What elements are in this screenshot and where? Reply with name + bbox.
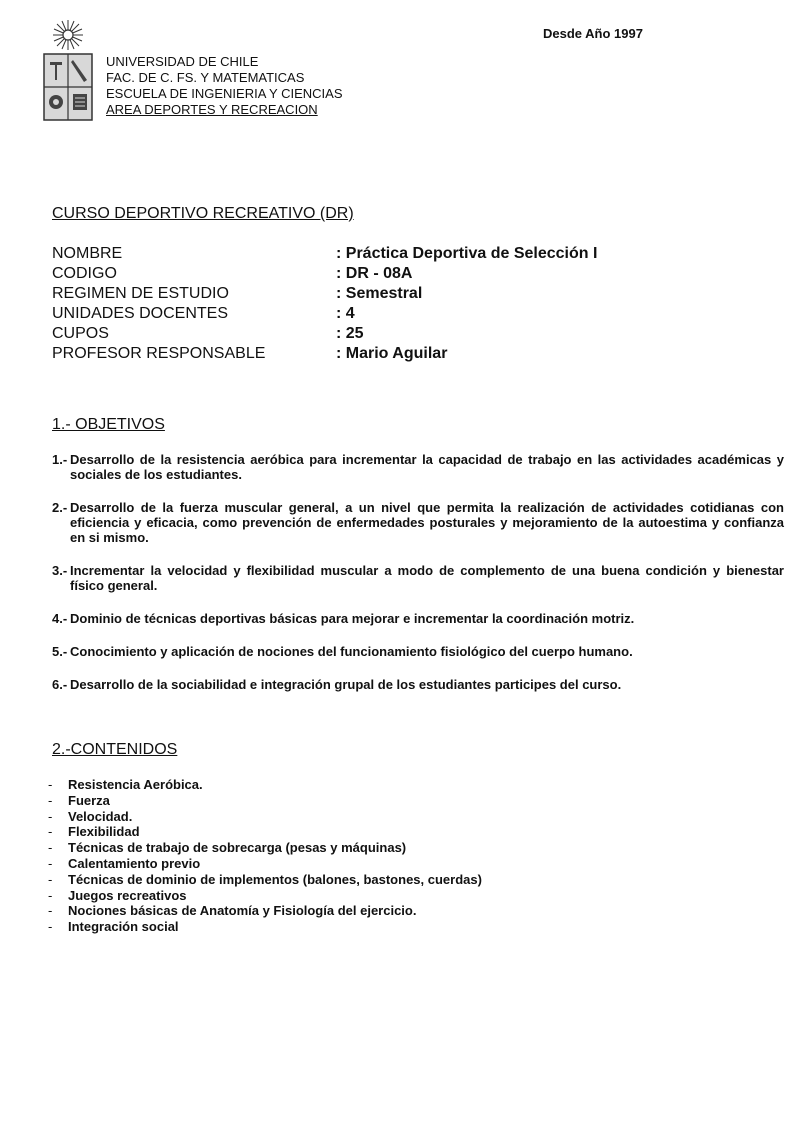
course-title: CURSO DEPORTIVO RECREATIVO (DR) (52, 205, 354, 222)
list-item-text: Fuerza (68, 792, 110, 808)
info-value: : DR - 08A (336, 265, 413, 282)
objective-item (52, 500, 784, 545)
info-row-regimen (52, 284, 772, 304)
objective-item (52, 611, 784, 626)
objective-text: Incrementar la velocidad y flexibilidad muscular a modo de complemento de una buena condición y bienestar físico general. (70, 563, 784, 593)
info-value: : Práctica Deportiva de Selección I (336, 245, 598, 262)
info-value: : Semestral (336, 285, 423, 302)
list-item (48, 809, 482, 825)
list-item-text: Técnicas de trabajo de sobrecarga (pesas y máquinas) (68, 840, 407, 856)
institution-line-faculty: FAC. DE C. FS. Y MATEMATICAS (106, 70, 305, 85)
bullet-dash: - (48, 887, 53, 903)
info-label: CUPOS (52, 325, 109, 342)
bullet-dash: - (48, 840, 53, 856)
list-item (48, 824, 482, 840)
objective-text: Dominio de técnicas deportivas básicas para mejorar e incrementar la coordinación motriz. (70, 611, 635, 626)
bullet-dash: - (48, 871, 53, 887)
info-label: CODIGO (52, 265, 117, 282)
info-value: : 4 (336, 305, 355, 322)
objective-number: 1.- (52, 452, 68, 467)
objective-text: Conocimiento y aplicación de nociones del funcionamiento fisiológico del cuerpo humano. (70, 644, 633, 659)
objective-text: Desarrollo de la resistencia aeróbica para incrementar la capacidad de trabajo en las actividades académicas y sociales de los estudiantes. (70, 452, 784, 482)
list-item-text: Integración social (68, 919, 179, 935)
bullet-dash: - (48, 808, 53, 824)
bullet-dash: - (48, 855, 53, 871)
list-item (48, 777, 482, 793)
contents-list (48, 777, 482, 935)
info-label: REGIMEN DE ESTUDIO (52, 285, 229, 302)
bullet-dash: - (48, 777, 53, 792)
list-item (48, 872, 482, 888)
list-item (48, 856, 482, 872)
list-item (48, 793, 482, 809)
university-crest-icon (42, 16, 94, 124)
objective-item (52, 677, 784, 692)
info-value: : Mario Aguilar (336, 345, 448, 362)
objective-number: 3.- (52, 563, 68, 578)
info-row-cupos (52, 324, 772, 344)
objective-text: Desarrollo de la sociabilidad e integración grupal de los estudiantes participes del curso. (70, 677, 622, 692)
info-row-codigo (52, 264, 772, 284)
list-item (48, 903, 482, 919)
info-row-nombre (52, 244, 772, 264)
objective-number: 6.- (52, 677, 68, 692)
list-item-text: Técnicas de dominio de implementos (balones, bastones, cuerdas) (68, 871, 482, 887)
info-row-unidades (52, 304, 772, 324)
list-item (48, 840, 482, 856)
bullet-dash: - (48, 903, 53, 919)
objective-item (52, 563, 784, 593)
objective-number: 4.- (52, 611, 68, 626)
objective-item (52, 452, 784, 482)
list-item (48, 919, 482, 935)
info-label: PROFESOR RESPONSABLE (52, 345, 266, 362)
objective-number: 5.- (52, 644, 68, 659)
list-item-text: Velocidad. (68, 808, 133, 824)
bullet-dash: - (48, 792, 53, 808)
info-value: : 25 (336, 325, 364, 342)
contents-title: 2.-CONTENIDOS (52, 741, 178, 758)
institution-line-university: UNIVERSIDAD DE CHILE (106, 54, 259, 69)
list-item-text: Flexibilidad (68, 824, 140, 840)
list-item-text: Calentamiento previo (68, 855, 201, 871)
bullet-dash: - (48, 824, 53, 840)
course-info (52, 244, 772, 364)
objective-item (52, 644, 784, 659)
objectives-title: 1.- OBJETIVOS (52, 416, 165, 433)
since-year: Desde Año 1997 (543, 26, 643, 41)
bullet-dash: - (48, 919, 53, 935)
list-item-text: Nociones básicas de Anatomía y Fisiología del ejercicio. (68, 903, 417, 919)
objective-number: 2.- (52, 500, 68, 515)
objectives-list (52, 452, 784, 710)
institution-line-school: ESCUELA DE INGENIERIA Y CIENCIAS (106, 86, 343, 101)
info-label: NOMBRE (52, 245, 123, 262)
info-label: UNIDADES DOCENTES (52, 305, 229, 322)
objective-text: Desarrollo de la fuerza muscular general, a un nivel que permita la realización de actividades cotidianas con eficiencia y eficacia, como prevención de enfermedades posturales y mejoramiento de la autoestima y confianza en si mismo. (70, 500, 784, 545)
institution-block (106, 54, 343, 118)
list-item (48, 888, 482, 904)
institution-line-area: AREA DEPORTES Y RECREACION (106, 102, 318, 117)
list-item-text: Resistencia Aeróbica. (68, 777, 203, 792)
list-item-text: Juegos recreativos (68, 887, 187, 903)
info-row-profesor (52, 344, 772, 364)
